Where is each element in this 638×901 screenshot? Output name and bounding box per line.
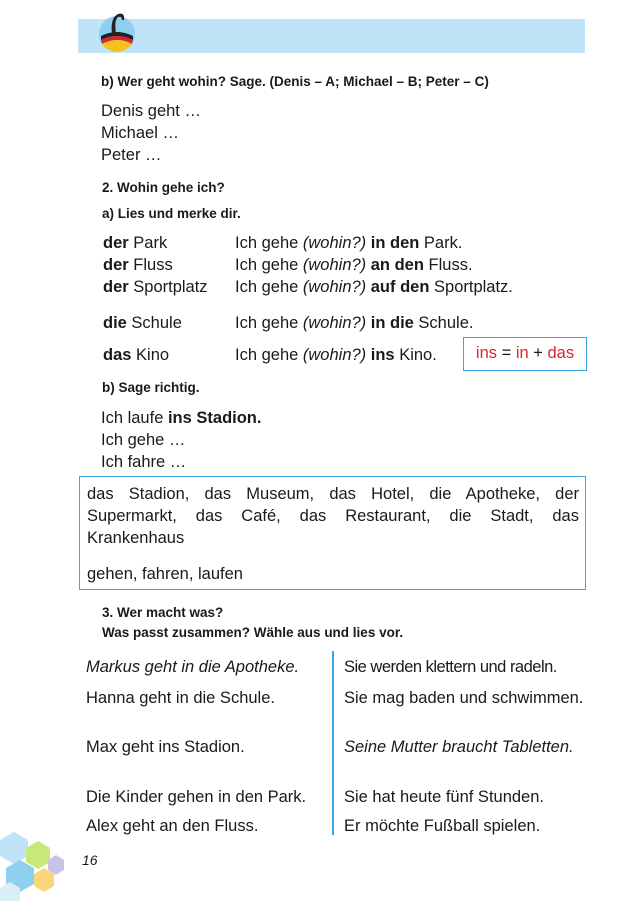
grammar-row-sentence: [235, 346, 437, 365]
grammar-row-noun: [103, 234, 167, 253]
question-word: (wohin?): [302, 234, 367, 252]
noun: Sportplatz: [128, 278, 208, 296]
preposition-article: ins: [366, 346, 395, 364]
match-left-item: Die Kinder gehen in den Park.: [86, 788, 307, 806]
sentence-start: Ich gehe: [235, 278, 303, 296]
grammar-row-noun: [103, 314, 182, 333]
swan-logo-icon: [92, 6, 142, 56]
sentence-end: Sportplatz.: [429, 278, 513, 296]
answer-line-denis: Denis geht …: [101, 102, 201, 120]
sentence-start: Ich gehe: [235, 314, 303, 332]
noun: Fluss: [128, 256, 173, 274]
question-word: (wohin?): [302, 346, 367, 364]
grammar-row-sentence: [235, 234, 462, 253]
sentence-end: Kino.: [394, 346, 437, 364]
article: der: [103, 278, 129, 296]
preposition-article: in den: [366, 234, 420, 252]
answer-line-gehe: Ich gehe …: [101, 431, 186, 449]
match-right-item: Sie werden klettern und radeln.: [344, 658, 557, 676]
match-left-item: Hanna geht in die Schule.: [86, 689, 275, 707]
sentence-end: Fluss.: [423, 256, 473, 274]
sentence-start: Ich gehe: [235, 256, 303, 274]
answer-line-peter: Peter …: [101, 146, 162, 164]
grammar-row-noun: [103, 278, 208, 297]
column-divider: [332, 651, 334, 835]
grammar-row-noun: [103, 256, 173, 275]
grammar-row-sentence: [235, 256, 473, 275]
example-start: Ich laufe: [101, 409, 168, 427]
sentence-start: Ich gehe: [235, 234, 303, 252]
sentence-start: Ich gehe: [235, 346, 303, 364]
match-left-item: Alex geht an den Fluss.: [86, 817, 259, 835]
match-right-item: Sie hat heute fünf Stunden.: [344, 788, 544, 806]
rule-das: das: [547, 344, 575, 362]
sentence-end: Park.: [419, 234, 463, 252]
article: die: [103, 314, 127, 332]
question-word: (wohin?): [302, 278, 367, 296]
header-band: [78, 19, 585, 53]
answer-line-michael: Michael …: [101, 124, 179, 142]
exercise-3-heading: 3. Wer macht was?: [102, 605, 224, 620]
preposition-article: in die: [366, 314, 414, 332]
article: das: [103, 346, 132, 364]
grammar-row-sentence: [235, 314, 473, 333]
match-right-item: Er möchte Fußball spielen.: [344, 817, 541, 835]
noun: Schule: [126, 314, 182, 332]
noun: Park: [128, 234, 168, 252]
example-sentence: [101, 409, 261, 428]
preposition-article: an den: [366, 256, 424, 274]
article: der: [103, 256, 129, 274]
example-bold: ins Stadion.: [167, 409, 262, 427]
contraction-rule-box: [463, 337, 587, 371]
hexagon-decoration-icon: [0, 830, 80, 901]
rule-in: in: [515, 344, 529, 362]
rule-equals: =: [497, 344, 516, 362]
rule-ins: ins: [475, 344, 497, 362]
grammar-row-noun: [103, 346, 169, 365]
rule-plus: +: [528, 344, 548, 362]
article: der: [103, 234, 129, 252]
match-left-item: Markus geht in die Apotheke.: [86, 658, 300, 676]
match-right-item: Seine Mutter braucht Tabletten.: [344, 738, 574, 756]
exercise-2b-heading: b) Sage richtig.: [102, 380, 200, 395]
exercise-1b-heading: b) Wer geht wohin? Sage. (Denis – A; Michael – B; Peter – C): [101, 74, 489, 89]
exercise-2a-heading: a) Lies und merke dir.: [102, 206, 241, 221]
question-word: (wohin?): [302, 314, 367, 332]
preposition-article: auf den: [366, 278, 430, 296]
sentence-end: Schule.: [413, 314, 474, 332]
match-right-item: Sie mag baden und schwimmen.: [344, 689, 584, 707]
page-number: 16: [82, 852, 98, 868]
vocabulary-box: [79, 476, 586, 590]
exercise-3-instruction: Was passt zusammen? Wähle aus und lies vor.: [102, 625, 404, 640]
noun: Kino: [131, 346, 170, 364]
exercise-2-heading: 2. Wohin gehe ich?: [102, 180, 225, 195]
vocabulary-verbs: gehen, fahren, laufen: [87, 565, 243, 583]
vocabulary-places: das Stadion, das Museum, das Hotel, die Apotheke, der Supermarkt, das Café, das Restaurant, die Stadt, das Krankenhaus: [87, 485, 579, 547]
answer-line-fahre: Ich fahre …: [101, 453, 187, 471]
question-word: (wohin?): [302, 256, 367, 274]
match-left-item: Max geht ins Stadion.: [86, 738, 245, 756]
grammar-row-sentence: [235, 278, 513, 297]
